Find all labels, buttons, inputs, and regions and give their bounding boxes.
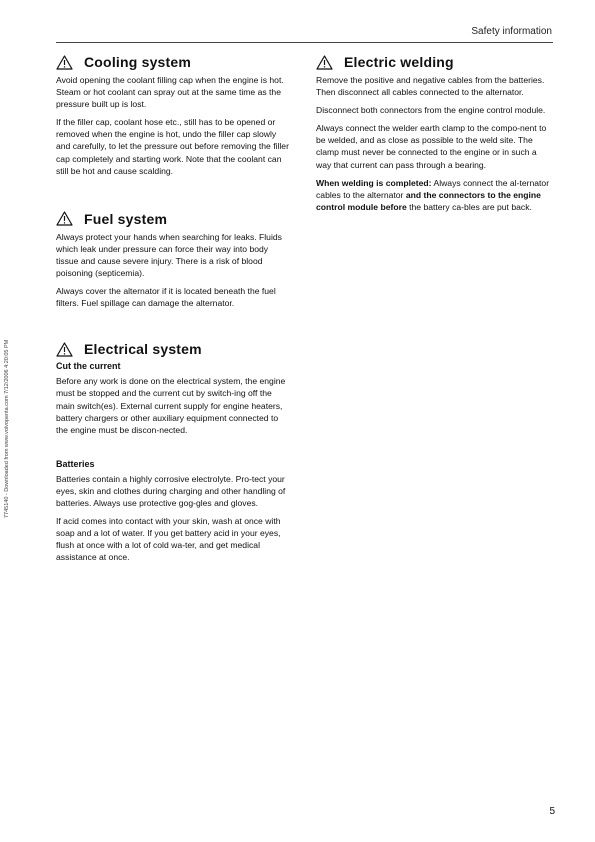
- paragraph: Remove the positive and negative cables from the batteries. Then disconnect all cables connected to the alternator.: [316, 75, 545, 98]
- subheading-cut-the-current: Cut the current: [56, 361, 121, 372]
- section-title: Cooling system: [84, 54, 192, 70]
- warning-triangle-icon: [56, 55, 73, 70]
- paragraph: Always protect your hands when searching for leaks. Fluids which leak under pressure can force their way into body tissue and cause severe injury. There is a risk of blood poisoning (septicemia).: [56, 231, 282, 279]
- warning-triangle-icon: [56, 342, 73, 357]
- paragraph: Always cover the alternator if it is located beneath the fuel filters. Fuel spillage can damage the alternator.: [56, 286, 276, 309]
- section-cooling-system: [56, 54, 292, 177]
- section-fuel-system: [56, 211, 292, 310]
- paragraph: If the filler cap, coolant hose etc., still has to be opened or removed when the engine is hot, undo the filler cap slowly and carefully, to let the pressure out before removing the filler cap completely and starting work. Note that the coolant can still be hot and cause scalding.: [56, 117, 289, 176]
- section-heading: [56, 211, 292, 227]
- section-title: Electric welding: [344, 54, 454, 70]
- section-title: Fuel system: [84, 210, 168, 227]
- header-title: Safety information: [471, 26, 552, 37]
- page-number: 5: [549, 806, 555, 817]
- warning-triangle-icon: [316, 55, 333, 70]
- paragraph: Disconnect both connectors from the engine control module.: [316, 105, 546, 116]
- side-download-note: 7745140 - Downloaded from www.volvopenta.com 7/12/2006 4:20:05 PM: [4, 339, 10, 518]
- paragraph: Before any work is done on the electrical system, the engine must be stopped and the current cut by switch-ing off the main switch(es). External current supply for engine heaters, battery chargers or other auxiliary equipment connected to the engine must be discon-nected.: [56, 376, 286, 435]
- paragraph: If acid comes into contact with your skin, wash at once with soap and a lot of water. If you get battery acid in your eyes, flush at once with a lot of cold wa-ter, and get medical assistance at once.: [56, 516, 281, 563]
- paragraph: Always connect the welder earth clamp to the compo-nent to be welded, and as close as possible to the weld site. The clamp must never be connected to the engine or in such a way that current can pass through a bearing.: [316, 123, 547, 170]
- header-rule: [56, 42, 553, 43]
- text: Always connect the al-ternator cables to the alternator: [316, 177, 550, 200]
- text: the battery ca-bles are put back.: [406, 201, 532, 212]
- right-column: [316, 54, 552, 219]
- section-heading: [316, 54, 552, 70]
- section-heading: [56, 341, 292, 357]
- bold-text: and the connectors to the engine control module before: [316, 189, 541, 212]
- section-title: Electrical system: [84, 341, 202, 358]
- paragraph: Avoid opening the coolant filling cap when the engine is hot. Steam or hot coolant can spray out at the same time as the pressure built up is lost.: [56, 75, 284, 110]
- section-electric-welding: [316, 54, 552, 213]
- paragraph: Batteries contain a highly corrosive electrolyte. Pro-tect your eyes, skin and clothes during charging and other handling of batteries. Always use protective gog-gles and gloves.: [56, 473, 286, 508]
- subheading-batteries: Batteries: [56, 458, 95, 469]
- left-column: [56, 54, 292, 569]
- section-electrical-system: [56, 341, 292, 563]
- section-heading: [56, 54, 292, 70]
- warning-triangle-icon: [56, 211, 73, 226]
- bold-text: When welding is completed:: [316, 177, 432, 188]
- paragraph-welding-completed: [316, 177, 552, 213]
